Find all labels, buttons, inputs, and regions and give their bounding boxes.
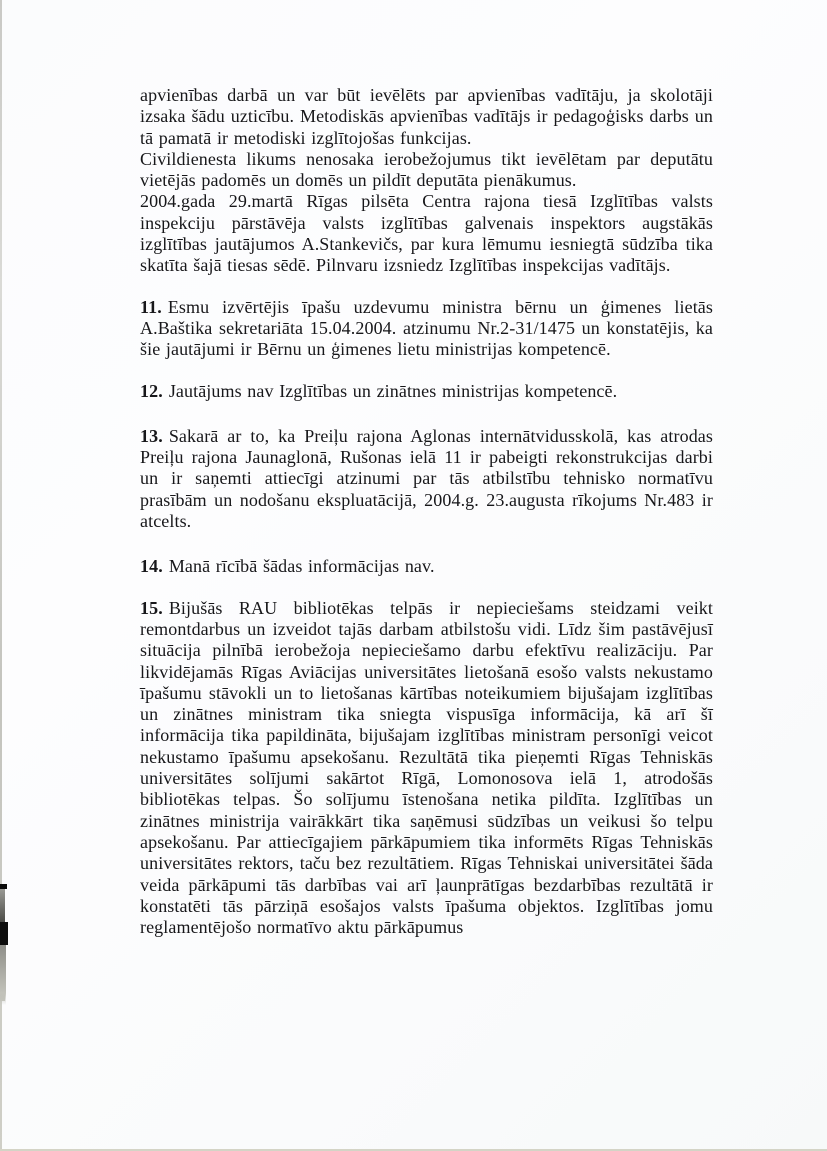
paragraph-text: 2004.gada 29.martā Rīgas pilsēta Centra rajona tiesā Izglītības valsts inspekciju pārstāvēja valsts izglītības galvenais inspektors augstākās izglītības jautājumos A.Stankevičs, par kura lēmumu iesniegtā sūdzība tika skatīta šajā tiesas sēdē. Pilnvaru izsniedz Izglītības inspekcijas vadītājs. [140, 191, 713, 276]
paragraph-15 [140, 598, 713, 939]
paragraph-text: Civildienesta likums nenosaka ierobežojumus tikt ievēlētam par deputātu vietējās padomēs un domēs un pildīt deputāta pienākumus. [140, 148, 713, 191]
paragraph-court-session [140, 191, 713, 276]
paragraph-number: 13. [140, 425, 163, 446]
paragraph-number: 14. [140, 556, 163, 577]
paragraph-civildienesta [140, 149, 713, 192]
paragraph-text: Esmu izvērtējis īpašu uzdevumu ministra bērnu un ģimenes lietās A.Baštika sekretariāta 15.04.2004. atzinumu Nr.2-31/1475 un konstatējis, ka šie jautājumi ir Bērnu un ģimenes lietu ministrijas kompetencē. [140, 296, 713, 360]
paragraph-continuation [140, 85, 713, 149]
paragraph-text: Manā rīcībā šādas informācijas nav. [168, 556, 435, 577]
paragraph-14 [140, 556, 713, 577]
paragraph-number: 12. [140, 380, 163, 401]
scan-artifact-fade [0, 945, 6, 1005]
paragraph-number: 15. [140, 597, 163, 618]
paragraph-text: apvienības darbā un var būt ievēlēts par apvienības vadītāju, ja skolotāji izsaka šādu uzticību. Metodiskās apvienības vadītājs ir pedagoģisks darbs un tā pamatā ir metodiski izglītojošas funkcijas. [140, 85, 713, 148]
paragraph-13 [140, 426, 713, 532]
scan-artifact-block [0, 922, 8, 945]
paragraph-text: Jautājums nav Izglītības un zinātnes ministrijas kompetencē. [168, 380, 618, 401]
paragraph-12 [140, 381, 713, 402]
paragraph-text: Sakarā ar to, ka Preiļu rajona Aglonas internātvidusskolā, kas atrodas Preiļu rajona Jaunaglonā, Rušonas ielā 11 ir pabeigti rekonstrukcijas darbi un ir saņemti attiecīgi atzinumi par tās atbilstību tehnisko normatīvu prasībām un nodošanu ekspluatācijā, 2004.g. 23.augusta rīkojums Nr.483 ir atcelts. [140, 425, 713, 532]
paragraph-text: Bijušās RAU bibliotēkas telpās ir nepieciešams steidzami veikt remontdarbus un izveidot tajās darbam atbilstošu vidi. Līdz šim pastāvējusī situācija pilnībā ierobežoja nepieciešamo darbu efektīvu realizāciju. Par likvidējamās Rīgas Aviācijas universitātes lietošanā esošo valsts nekustamo īpašumu stāvokli un to lietošanas kārtības noteikumiem bijušajam izglītības un zinātnes ministram tika sniegta vispusīga informācija, kā arī šī informācija tika papildināta, bijušajam izglītības ministram personīgi veicot nekustamo īpašumu apsekošanu. Rezultātā tika pieņemti Rīgas Tehniskās universitātes solījumi sakārtot Rīgā, Lomonosova ielā 1, atrodošās bibliotēkas telpas. Šo solījumu īstenošana netika pildīta. Izglītības un zinātnes ministrija vairākkārt tika saņēmusi sūdzības un veikusi šo telpu apsekošanu. Par attiecīgajiem pārkāpumiem tika informēts Rīgas Tehniskās universitātes rektors, taču bez rezultātiem. Rīgas Tehniskai universitātei šāda veida pārkāpumi tās darbības vai arī ļaunprātīgas bezdarbības rezultātā ir konstatēti tās pārziņā esošajos valsts īpašuma objektos. Izglītības jomu reglamentējošo normatīvo aktu pārkāpumus [140, 597, 713, 938]
document-body [140, 85, 713, 938]
paragraph-number: 11. [140, 296, 162, 317]
paragraph-11 [140, 297, 713, 361]
